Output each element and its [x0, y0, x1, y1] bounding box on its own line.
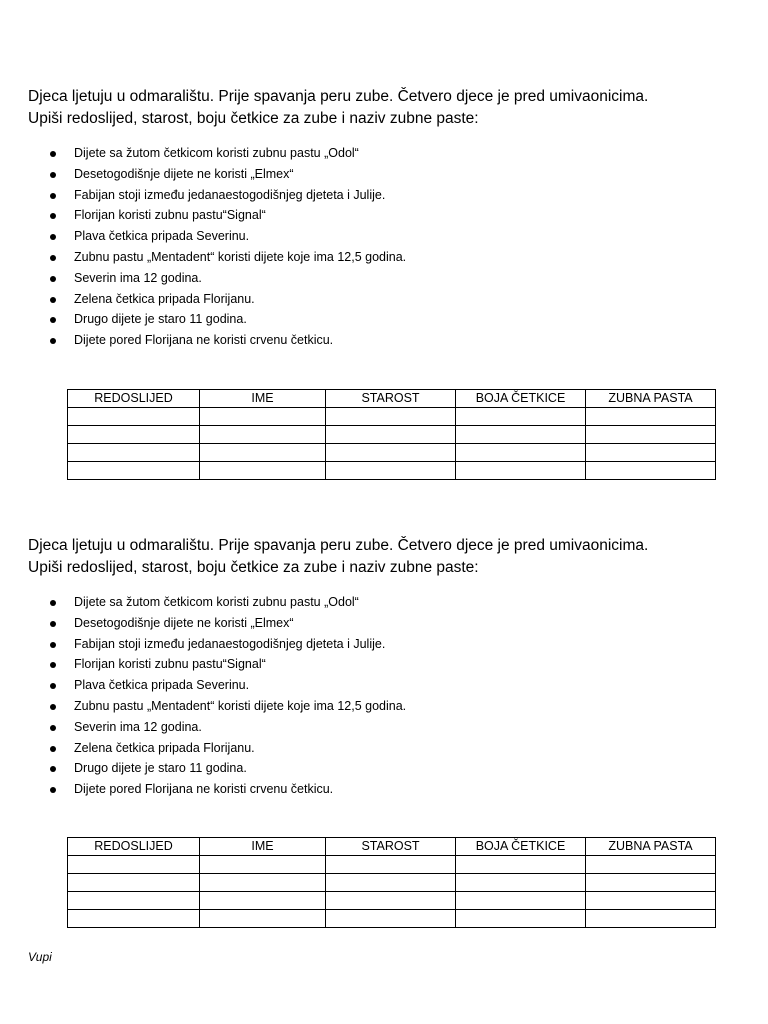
table-cell[interactable] — [200, 892, 326, 910]
task-intro — [28, 535, 728, 579]
clue-item: Desetogodišnje dijete ne koristi „Elmex“ — [28, 613, 728, 634]
intro-line-2: Upiši redoslijed, starost, boju četkice za zube i naziv zubne paste: — [28, 110, 479, 127]
answer-table — [67, 389, 716, 480]
table-row — [68, 426, 716, 444]
table-cell[interactable] — [200, 910, 326, 928]
table-cell[interactable] — [586, 856, 716, 874]
table-cell[interactable] — [68, 910, 200, 928]
clue-item: Florijan koristi zubnu pastu“Signal“ — [28, 205, 728, 226]
header-toothpaste: ZUBNA PASTA — [586, 838, 716, 856]
table-cell[interactable] — [200, 444, 326, 462]
table-cell[interactable] — [326, 408, 456, 426]
table-cell[interactable] — [456, 408, 586, 426]
table-cell[interactable] — [200, 462, 326, 480]
clue-item: Plava četkica pripada Severinu. — [28, 675, 728, 696]
table-cell[interactable] — [586, 426, 716, 444]
clue-list — [28, 592, 728, 800]
table-cell[interactable] — [200, 408, 326, 426]
clue-item: Fabijan stoji između jedanaestogodišnjeg djeteta i Julije. — [28, 634, 728, 655]
clue-item: Desetogodišnje dijete ne koristi „Elmex“ — [28, 164, 728, 185]
clue-item: Fabijan stoji između jedanaestogodišnjeg djeteta i Julije. — [28, 185, 728, 206]
clue-item: Drugo dijete je staro 11 godina. — [28, 309, 728, 330]
header-brush-color: BOJA ČETKICE — [456, 838, 586, 856]
table-row — [68, 444, 716, 462]
clue-item: Zelena četkica pripada Florijanu. — [28, 738, 728, 759]
table-cell[interactable] — [586, 892, 716, 910]
table-cell[interactable] — [68, 444, 200, 462]
table-cell[interactable] — [456, 444, 586, 462]
worksheet-1 — [28, 86, 728, 405]
table-cell[interactable] — [586, 462, 716, 480]
table-row — [68, 856, 716, 874]
table-row — [68, 892, 716, 910]
table-cell[interactable] — [68, 892, 200, 910]
answer-table — [67, 837, 716, 928]
header-name: IME — [200, 390, 326, 408]
table-cell[interactable] — [68, 462, 200, 480]
clue-item: Zelena četkica pripada Florijanu. — [28, 289, 728, 310]
table-row — [68, 910, 716, 928]
table-cell[interactable] — [326, 444, 456, 462]
clue-item: Dijete pored Florijana ne koristi crvenu četkicu. — [28, 330, 728, 351]
table-header-row — [68, 390, 716, 408]
header-order: REDOSLIJED — [68, 390, 200, 408]
table-cell[interactable] — [586, 910, 716, 928]
table-cell[interactable] — [586, 444, 716, 462]
table-cell[interactable] — [200, 856, 326, 874]
table-header-row — [68, 838, 716, 856]
table-cell[interactable] — [68, 856, 200, 874]
clue-item: Severin ima 12 godina. — [28, 717, 728, 738]
table-cell[interactable] — [200, 426, 326, 444]
intro-line-1: Djeca ljetuju u odmaralištu. Prije spavanja peru zube. Četvero djece je pred umivaonicima. — [28, 88, 649, 105]
clue-item: Plava četkica pripada Severinu. — [28, 226, 728, 247]
intro-line-1: Djeca ljetuju u odmaralištu. Prije spavanja peru zube. Četvero djece je pred umivaonicima. — [28, 537, 649, 554]
header-brush-color: BOJA ČETKICE — [456, 390, 586, 408]
table-cell[interactable] — [456, 892, 586, 910]
worksheet-2 — [28, 535, 728, 853]
table-row — [68, 408, 716, 426]
table-cell[interactable] — [68, 408, 200, 426]
table-row — [68, 874, 716, 892]
table-cell[interactable] — [326, 910, 456, 928]
clue-list — [28, 143, 728, 351]
intro-line-2: Upiši redoslijed, starost, boju četkice za zube i naziv zubne paste: — [28, 559, 479, 576]
clue-item: Dijete sa žutom četkicom koristi zubnu pastu „Odol“ — [28, 143, 728, 164]
task-intro — [28, 86, 728, 130]
clue-item: Zubnu pastu „Mentadent“ koristi dijete koje ima 12,5 godina. — [28, 696, 728, 717]
header-age: STAROST — [326, 838, 456, 856]
clue-item: Dijete pored Florijana ne koristi crvenu četkicu. — [28, 779, 728, 800]
table-cell[interactable] — [456, 910, 586, 928]
table-cell[interactable] — [456, 462, 586, 480]
footer-author: Vupi — [28, 950, 52, 964]
table-row — [68, 462, 716, 480]
clue-item: Dijete sa žutom četkicom koristi zubnu pastu „Odol“ — [28, 592, 728, 613]
table-cell[interactable] — [586, 874, 716, 892]
table-cell[interactable] — [456, 426, 586, 444]
table-cell[interactable] — [326, 874, 456, 892]
table-cell[interactable] — [68, 426, 200, 444]
clue-item: Zubnu pastu „Mentadent“ koristi dijete koje ima 12,5 godina. — [28, 247, 728, 268]
table-cell[interactable] — [456, 856, 586, 874]
clue-item: Drugo dijete je staro 11 godina. — [28, 758, 728, 779]
table-cell[interactable] — [326, 892, 456, 910]
table-cell[interactable] — [326, 462, 456, 480]
table-cell[interactable] — [326, 856, 456, 874]
header-toothpaste: ZUBNA PASTA — [586, 390, 716, 408]
table-cell[interactable] — [586, 408, 716, 426]
clue-item: Severin ima 12 godina. — [28, 268, 728, 289]
header-order: REDOSLIJED — [68, 838, 200, 856]
header-name: IME — [200, 838, 326, 856]
header-age: STAROST — [326, 390, 456, 408]
clue-item: Florijan koristi zubnu pastu“Signal“ — [28, 654, 728, 675]
table-cell[interactable] — [200, 874, 326, 892]
table-cell[interactable] — [326, 426, 456, 444]
table-cell[interactable] — [456, 874, 586, 892]
table-cell[interactable] — [68, 874, 200, 892]
